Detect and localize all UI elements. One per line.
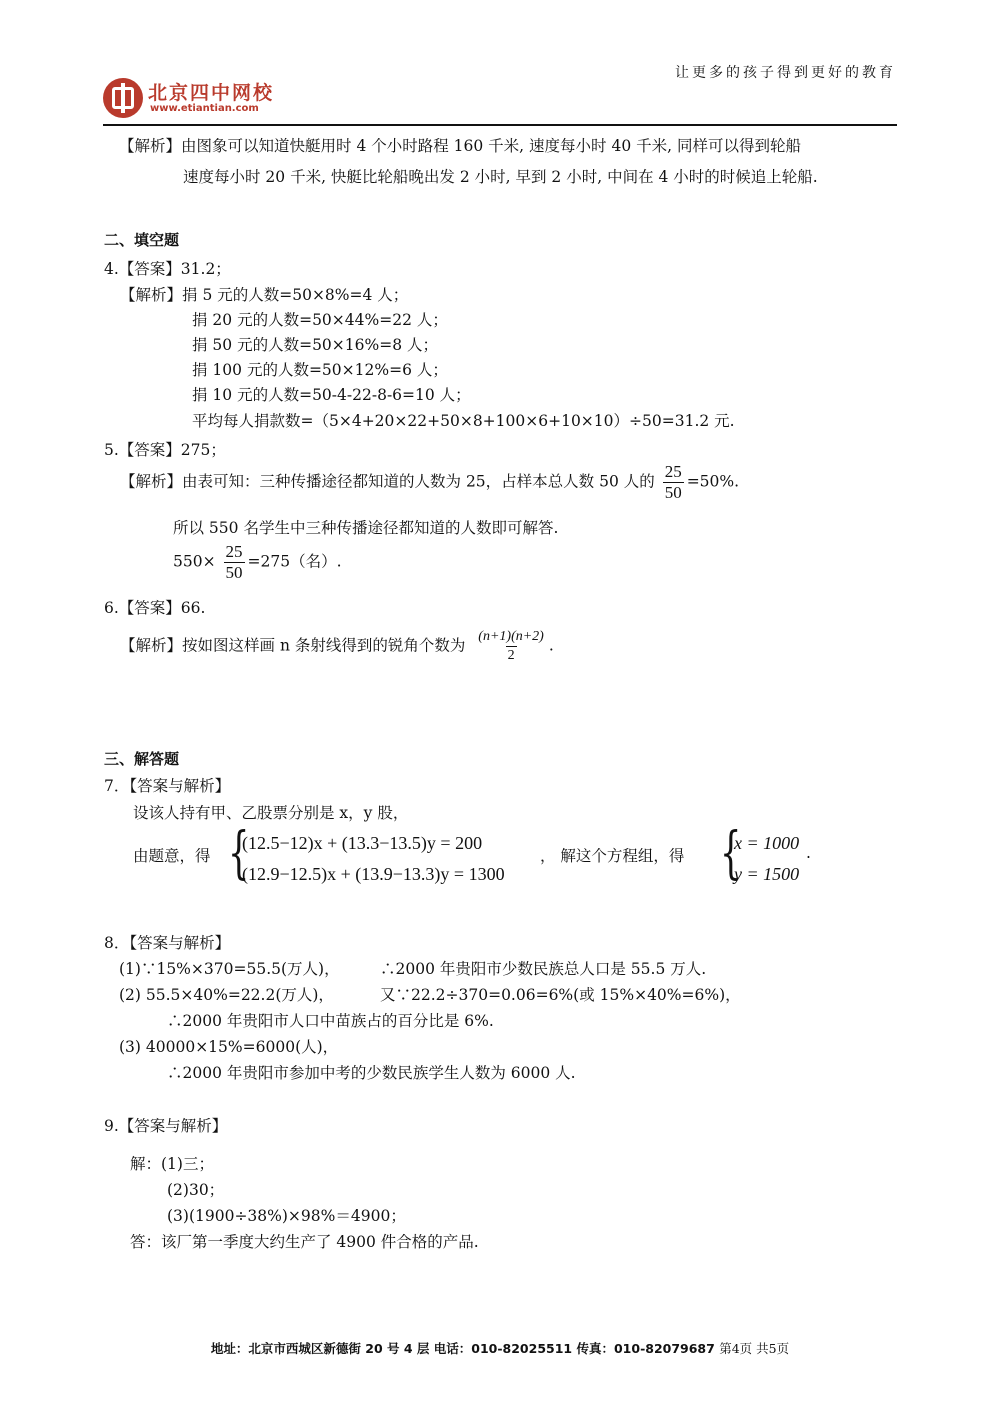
q7-end: . bbox=[806, 844, 811, 862]
q4-line-1: 捐 5 元的人数=50×8%=4 人； bbox=[182, 286, 409, 304]
header-divider bbox=[103, 124, 897, 126]
q8-line-2a: (2) 55.5×40%=22.2(万人)， bbox=[119, 986, 334, 1004]
fraction-denominator: 2 bbox=[507, 648, 515, 663]
q4-line-3: 捐 50 元的人数=50×16%=8 人； bbox=[192, 336, 439, 354]
fraction-denominator: 50 bbox=[225, 563, 243, 582]
analysis-label: 【解析】 bbox=[119, 137, 182, 155]
intro-line-1 bbox=[119, 134, 801, 156]
q5-text-1-end: =50%. bbox=[686, 472, 740, 491]
q7-heading: 7．【答案与解析】 bbox=[104, 777, 231, 795]
analysis-label: 【解析】 bbox=[120, 636, 183, 655]
q7-equation-1: (12.5−12)x + (13.3−13.5)y = 200 bbox=[242, 833, 483, 853]
q5-text-1: 由表可知：三种传播途径都知道的人数为 25，占样本总人数 50 人的 bbox=[182, 472, 655, 491]
left-brace-icon: { bbox=[720, 821, 742, 886]
q7-solution-y: y = 1500 bbox=[734, 864, 800, 884]
fraction-numerator: 25 bbox=[225, 542, 243, 561]
q8-line-2b: 又∵22.2÷370=0.06=6%(或 15%×40%=6%)， bbox=[380, 986, 741, 1004]
q5-fraction bbox=[663, 462, 684, 503]
q5-calc-line bbox=[173, 542, 342, 583]
q9-line-1: 解：(1)三； bbox=[130, 1155, 214, 1173]
section-3-title: 三、解答题 bbox=[104, 750, 180, 768]
q6-end: . bbox=[548, 636, 554, 655]
q5-calc-post: =275（名）. bbox=[247, 552, 342, 571]
page-footer bbox=[0, 1339, 1000, 1357]
q4-analysis-line bbox=[120, 283, 408, 305]
q9-line-2: (2)30； bbox=[167, 1181, 225, 1199]
fraction-numerator: 25 bbox=[664, 462, 682, 481]
q4-line-6: 平均每人捐款数=（5×4+20×22+50×8+100×6+10×10）÷50=31.2 元. bbox=[192, 412, 735, 430]
intro-text-1: 由图象可以知道快艇用时 4 个小时路程 160 千米, 速度每小时 40 千米, 同样可以得到轮船 bbox=[181, 137, 801, 155]
analysis-label: 【解析】 bbox=[120, 472, 183, 491]
q8-line-1a: (1)∵15%×370=55.5(万人)， bbox=[119, 960, 340, 978]
q5-calc-fraction bbox=[224, 542, 245, 583]
q8-heading: 8．【答案与解析】 bbox=[104, 934, 231, 952]
q5-calc-pre: 550× bbox=[173, 552, 216, 571]
q4-line-2: 捐 20 元的人数=50×44%=22 人； bbox=[192, 311, 448, 329]
slogan: 让更多的孩子得到更好的教育 bbox=[675, 65, 896, 81]
section-2-title: 二、填空题 bbox=[104, 231, 180, 249]
fraction-numerator: (n+1)(n+2) bbox=[478, 629, 544, 644]
q5-text-2: 所以 550 名学生中三种传播途径都知道的人数即可解答. bbox=[173, 519, 559, 537]
q8-line-5: ∴2000 年贵阳市参加中考的少数民族学生人数为 6000 人. bbox=[167, 1064, 576, 1082]
analysis-label: 【解析】 bbox=[120, 286, 183, 304]
logo-url: www.etiantian.com bbox=[150, 103, 259, 114]
q9-heading: 9.【答案与解析】 bbox=[104, 1117, 228, 1135]
logo-name: 北京四中网校 bbox=[148, 82, 275, 104]
school-logo-icon bbox=[103, 78, 143, 118]
q7-equation-2: (12.9−12.5)x + (13.9−13.3)y = 1300 bbox=[242, 864, 505, 884]
q7-solution-x: x = 1000 bbox=[734, 833, 800, 853]
q5-analysis-line bbox=[120, 462, 739, 503]
fraction-denominator: 50 bbox=[664, 483, 682, 502]
q5-answer: 5.【答案】275； bbox=[104, 441, 226, 459]
q4-answer: 4.【答案】31.2； bbox=[104, 260, 231, 278]
q6-analysis-line bbox=[120, 628, 554, 665]
footer-address: 地址：北京市西城区新德街 20 号 4 层 电话：010-82025511 传真：010-82079687 bbox=[210, 1341, 715, 1356]
q4-line-4: 捐 100 元的人数=50×12%=6 人； bbox=[192, 361, 448, 379]
q8-line-3: ∴2000 年贵阳市人口中苗族占的百分比是 6%. bbox=[167, 1012, 494, 1030]
q7-solve-text: ， 解这个方程组，得 bbox=[540, 847, 685, 865]
page-number: 第4页 共5页 bbox=[719, 1341, 790, 1356]
q6-text: 按如图这样画 n 条射线得到的锐角个数为 bbox=[182, 636, 466, 655]
q8-line-1b: ∴2000 年贵阳市少数民族总人口是 55.5 万人. bbox=[380, 960, 707, 978]
intro-line-2: 速度每小时 20 千米, 快艇比轮船晚出发 2 小时, 早到 2 小时, 中间在 4 小时的时候追上轮船. bbox=[183, 168, 818, 186]
q4-line-5: 捐 10 元的人数=50-4-22-8-6=10 人； bbox=[192, 386, 471, 404]
q7-line-1: 设该人持有甲、乙股票分别是 x，y 股， bbox=[133, 804, 409, 822]
q7-given: 由题意，得 bbox=[133, 847, 211, 865]
q8-line-4: (3) 40000×15%=6000(人)， bbox=[119, 1038, 339, 1056]
q9-line-3: (3)(1900÷38%)×98%＝4900； bbox=[167, 1207, 406, 1225]
q6-fraction bbox=[476, 628, 546, 665]
q6-answer: 6.【答案】66. bbox=[104, 599, 206, 617]
left-brace-icon: { bbox=[228, 821, 250, 886]
q9-line-4: 答：该厂第一季度大约生产了 4900 件合格的产品. bbox=[130, 1233, 479, 1251]
